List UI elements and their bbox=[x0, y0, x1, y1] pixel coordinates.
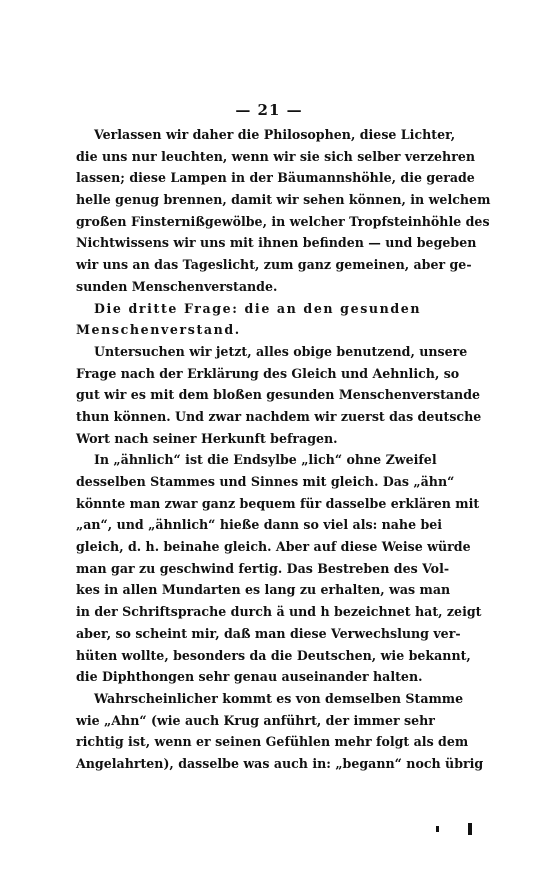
scan-edge-mark bbox=[436, 826, 439, 832]
text-line: großen Finsternißgewölbe, in welcher Tropfsteinhöhle des bbox=[76, 213, 490, 229]
text-line: Verlassen wir daher die Philosophen, diese Lichter, bbox=[94, 127, 456, 142]
text-line: thun können. Und zwar nachdem wir zuerst das deutsche bbox=[76, 408, 482, 424]
scan-edge-mark bbox=[468, 823, 472, 835]
text-line: Frage nach der Erklärung des Gleich und Aehnlich, so bbox=[76, 365, 460, 381]
text-line: Nichtwissens wir uns mit ihnen befinden — und begeben bbox=[76, 235, 477, 251]
text-line: kes in allen Mundarten es lang zu erhalten, was man bbox=[76, 582, 451, 598]
body-text bbox=[76, 124, 491, 775]
text-line: helle genug brennen, damit wir sehen können, in welchem bbox=[76, 192, 491, 208]
text-line: Untersuchen wir jetzt, alles obige benutzend, unsere bbox=[94, 343, 468, 359]
text-line: richtig ist, wenn er seinen Gefühlen mehr folgt als dem bbox=[76, 734, 469, 750]
section-heading: Die dritte Frage: die an den gesunden bbox=[94, 300, 422, 316]
text-line: wir uns an das Tageslicht, zum ganz gemeinen, aber ge- bbox=[76, 257, 472, 273]
text-line: gut wir es mit dem bloßen gesunden Menschenverstande bbox=[76, 387, 481, 403]
text-line: die uns nur leuchten, wenn wir sie sich selber verzehren bbox=[76, 148, 476, 164]
text-line: könnte man zwar ganz bequem für dasselbe erklären mit bbox=[76, 495, 480, 511]
text-line: „an“, und „ähnlich“ hieße dann so viel als: nahe bei bbox=[76, 517, 443, 533]
text-line: man gar zu geschwind fertig. Das Bestreben des Vol- bbox=[76, 560, 450, 576]
text-line: hüten wollte, besonders da die Deutschen, wie bekannt, bbox=[76, 647, 471, 663]
text-line: desselben Stammes und Sinnes mit gleich. Das „ähn“ bbox=[76, 474, 455, 489]
text-line: die Diphthongen sehr genau auseinander halten. bbox=[76, 669, 423, 685]
page-number: — 21 — bbox=[235, 101, 303, 119]
text-line: Wort nach seiner Herkunft befragen. bbox=[76, 430, 338, 446]
text-line: lassen; diese Lampen in der Bäumannshöhle, die gerade bbox=[76, 170, 475, 186]
text-line: wie „Ahn“ (wie auch Krug anführt, der immer sehr bbox=[76, 712, 435, 728]
text-line: In „ähnlich“ ist die Endsylbe „lich“ ohne Zweifel bbox=[94, 452, 437, 468]
text-line: in der Schriftsprache durch ä und h bezeichnet hat, zeigt bbox=[76, 604, 482, 620]
section-heading: Menschenverstand. bbox=[76, 322, 241, 338]
text-line: Angelahrten), dasselbe was auch in: „begann“ noch übrig bbox=[76, 755, 484, 771]
text-line: sunden Menschenverstande. bbox=[76, 278, 278, 294]
text-line: Wahrscheinlicher kommt es von demselben Stamme bbox=[94, 690, 464, 706]
text-line: gleich, d. h. beinahe gleich. Aber auf diese Weise würde bbox=[76, 539, 471, 555]
text-line: aber, so scheint mir, daß man diese Verwechslung ver- bbox=[76, 625, 461, 641]
